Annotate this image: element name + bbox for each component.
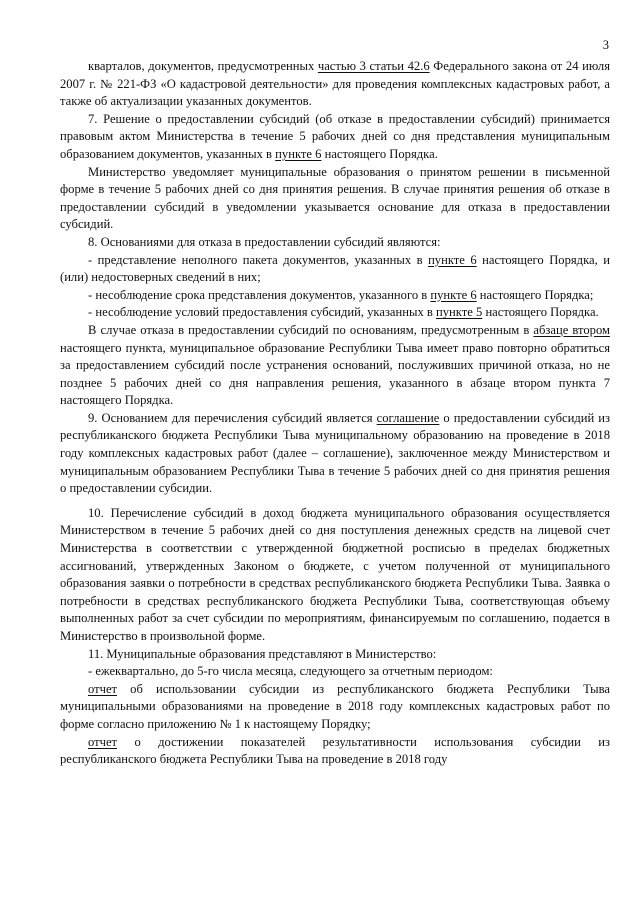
document-link[interactable]: пункте 6 [428,252,477,267]
paragraph-text: о достижении показателей результативности использования субсидии из республиканского бюджета Республики Тыва на проведение в 2018 году [60,734,610,767]
paragraph-text: настоящего Порядка. [482,305,599,320]
document-link[interactable]: пункте 6 [430,287,477,302]
paragraph [60,410,610,498]
paragraph [60,322,610,410]
paragraph-text: 9. Основанием для перечисления субсидий является [88,410,377,425]
paragraph [60,505,610,646]
paragraph [60,111,610,164]
paragraph [60,287,610,305]
paragraph-text: кварталов, документов, предусмотренных [88,59,318,73]
paragraph-text: - несоблюдение условий предоставления субсидий, указанных в [88,305,437,320]
paragraph [60,734,610,769]
document-link[interactable]: пункте 5 [436,305,483,320]
page-number: 3 [602,38,609,52]
document-link[interactable]: пункте 6 [275,146,322,161]
paragraph-text: В случае отказа в предоставлении субсидий по основаниям, предусмотренным в [88,322,534,337]
paragraph-text: настоящего Порядка; [476,287,594,302]
paragraph [60,252,610,287]
paragraph [60,164,610,234]
paragraph-text: - несоблюдение срока представления документов, указанного в [88,287,431,302]
document-link[interactable]: абзаце втором [533,322,610,337]
paragraph-text: Федерального закона от 24 июля 2007 г. № 221-ФЗ «О кадастровой деятельности» для проведения комплексных кадастровых работ, а также об актуализации указанных документов. [60,59,610,109]
paragraph [60,646,610,664]
paragraph [60,681,610,734]
paragraph [60,304,610,322]
paragraph [60,663,610,681]
document-body [60,58,610,769]
paragraph-text: 11. Муниципальные образования представляют в Министерство: [88,646,437,661]
paragraph-text: настоящего Порядка, и (или) недостоверных сведений в них; [60,252,610,285]
paragraph [60,58,610,111]
paragraph-text: 8. Основаниями для отказа в предоставлении субсидий являются: [88,234,441,249]
paragraph [60,234,610,252]
paragraph-text: настоящего Порядка. [321,146,438,161]
document-link[interactable]: отчет [88,681,118,696]
paragraph-text: об использовании субсидии из республиканского бюджета Республики Тыва муниципальными образованиями на проведение в 2018 году комплексных кадастровых работ по форме согласно приложению № 1 к настоящему Порядку; [60,681,610,731]
paragraph-text: настоящего пункта, муниципальное образование Республики Тыва имеет право повторно обратиться за предоставлением субсидий после устранения оснований, послуживших причиной отказа, но не позднее 5 рабочих дней со дня направления решения, указанного в абзаце втором пункта 7 настоящего Порядка. [60,340,610,408]
paragraph-text: 7. Решение о предоставлении субсидий (об отказе в предоставлении субсидий) принимается правовым актом Министерства в течение 5 рабочих дней со дня представления муниципальным образованием документов, указанных в [60,111,610,161]
paragraph-text: о предоставлении субсидий из республиканского бюджета Республики Тыва муниципальному образованию на проведение в 2018 году комплексных кадастровых работ (далее – соглашение), заключенное между Министерством и муниципальным образованием Республики Тыва в течение 5 рабочих дней со дня принятия решения о предоставлении субсидии. [60,410,610,496]
paragraph-text: - ежеквартально, до 5-го числа месяца, следующего за отчетным периодом: [88,664,493,679]
paragraph-text: - представление неполного пакета документов, указанных в [88,252,429,267]
paragraph-text: 10. Перечисление субсидий в доход бюджета муниципального образования осуществляется Министерством в течение 5 рабочих дней со дня поступления денежных средств на лицевой счет Министерства в соответствии с утвержденной бюджетной росписью в пределах бюджетных ассигнований, утвержденных Законом о бюджете, с учетом полученной от муниципального образования заявки о потребности в средствах республиканского бюджета Республики Тыва. Заявка о потребности в средствах республиканского бюджета Республики Тыва, соответствующая объему выполненных работ за счет субсидии по мероприятиям, финансируемым по соглашению, подается в Министерство в произвольной форме. [60,505,610,643]
document-link[interactable]: отчет [88,734,118,749]
document-link[interactable]: соглашение [376,410,440,425]
document-link[interactable]: частью 3 статьи 42.6 [317,59,430,73]
paragraph-text: Министерство уведомляет муниципальные образования о принятом решении в письменной форме в течение 5 рабочих дней со дня принятия решения. В случае принятия решения об отказе в предоставлении субсидий в уведомлении указывается основание для отказа в предоставлении субсидий. [60,164,610,232]
